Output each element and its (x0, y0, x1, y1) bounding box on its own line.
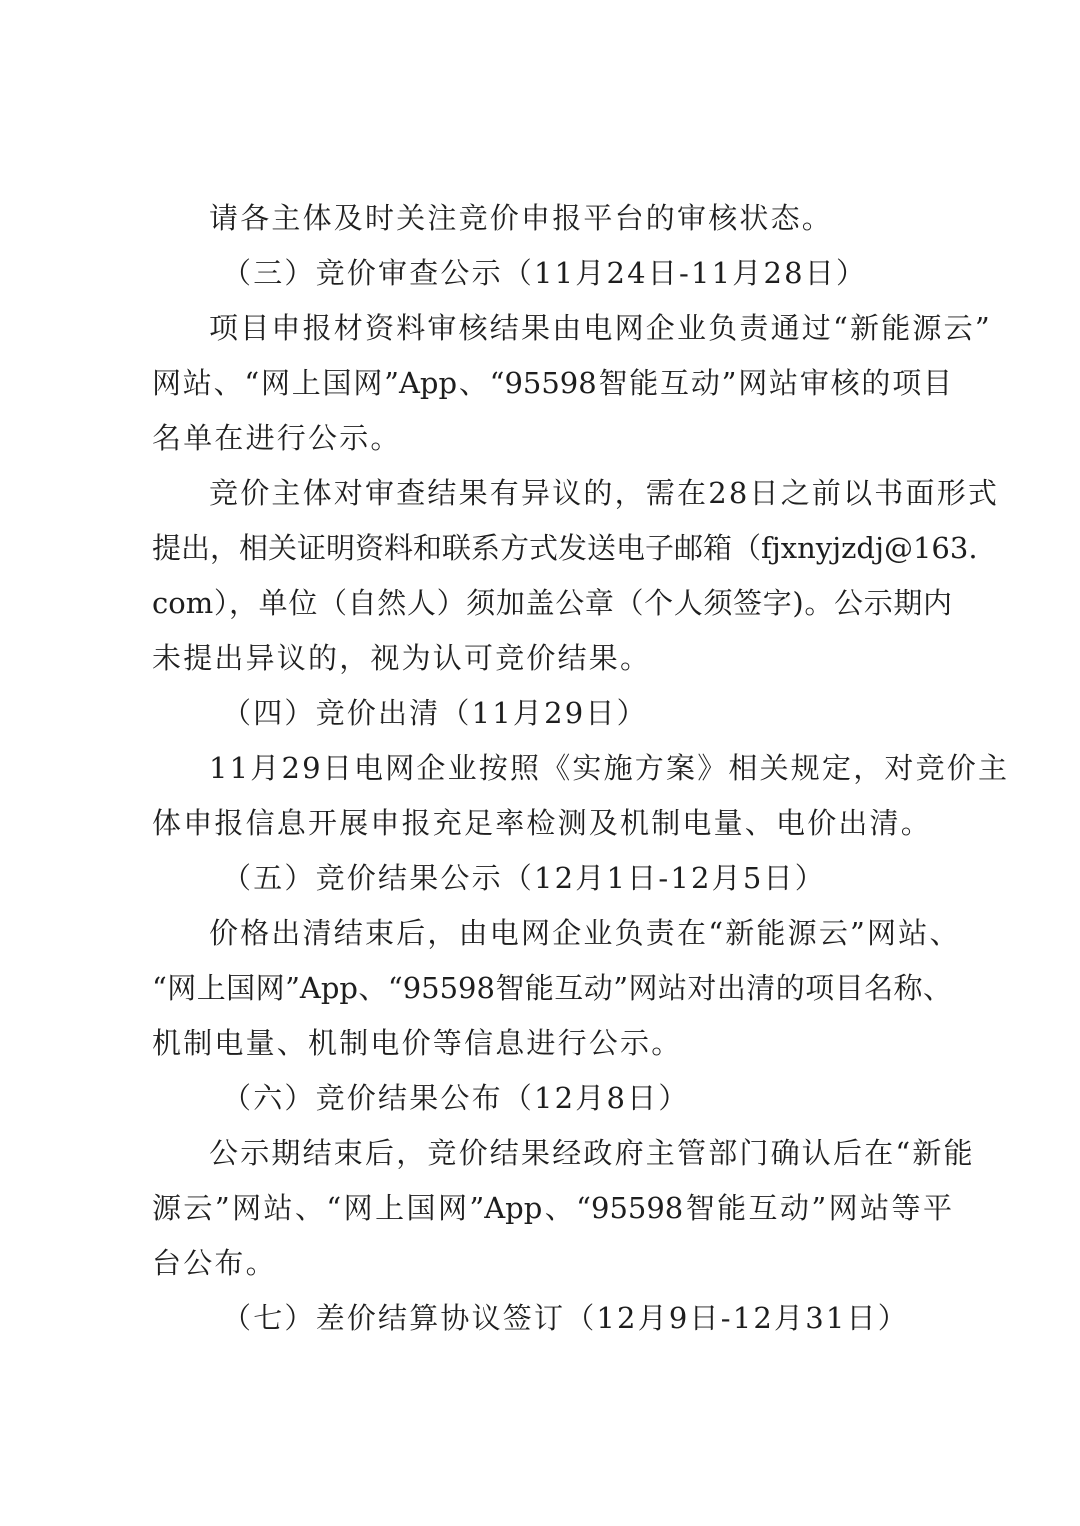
paragraph-line: 公示期结束后，竞价结果经政府主管部门确认后在“新能 (209, 1136, 975, 1170)
paragraph-line-email: 提出，相关证明资料和联系方式发送电子邮箱（fjxnyjzdj@163. (152, 531, 978, 565)
paragraph-line: 网站、“网上国网”App、“95598智能互动”网站审核的项目 (152, 366, 952, 400)
paragraph-line: 价格出清结束后，由电网企业负责在“新能源云”网站、 (209, 916, 961, 950)
paragraph-line: com），单位（自然人）须加盖公章（个人须签字)。公示期内 (152, 586, 952, 620)
paragraph-line: 源云”网站、“网上国网”App、“95598智能互动”网站等平 (152, 1191, 952, 1225)
paragraph-line: 台公布。 (152, 1246, 277, 1280)
paragraph-line: 体申报信息开展申报充足率检测及机制电量、电价出清。 (152, 806, 933, 840)
paragraph-line: “网上国网”App、“95598智能互动”网站对出清的项目名称、 (152, 971, 952, 1005)
section-heading-3: （三）竞价审查公示（11月24日-11月28日） (222, 256, 868, 290)
section-heading-6: （六）竞价结果公布（12月8日） (222, 1081, 690, 1115)
paragraph-line: 机制电量、机制电价等信息进行公示。 (152, 1026, 683, 1060)
section-heading-4: （四）竞价出清（11月29日） (222, 696, 648, 730)
section-heading-7: （七）差价结算协议签订（12月9日-12月31日） (222, 1301, 909, 1335)
paragraph-line: 请各主体及时关注竞价申报平台的审核状态。 (209, 201, 834, 235)
paragraph-line: 竞价主体对审查结果有异议的，需在28日之前以书面形式 (209, 476, 1000, 510)
section-heading-5: （五）竞价结果公示（12月1日-12月5日） (222, 861, 826, 895)
paragraph-line: 未提出异议的，视为认可竞价结果。 (152, 641, 652, 675)
paragraph-line: 名单在进行公示。 (152, 421, 402, 455)
paragraph-line: 11月29日电网企业按照《实施方案》相关规定，对竞价主 (209, 751, 1010, 785)
paragraph-line: 项目申报材资料审核结果由电网企业负责通过“新能源云” (209, 311, 992, 345)
